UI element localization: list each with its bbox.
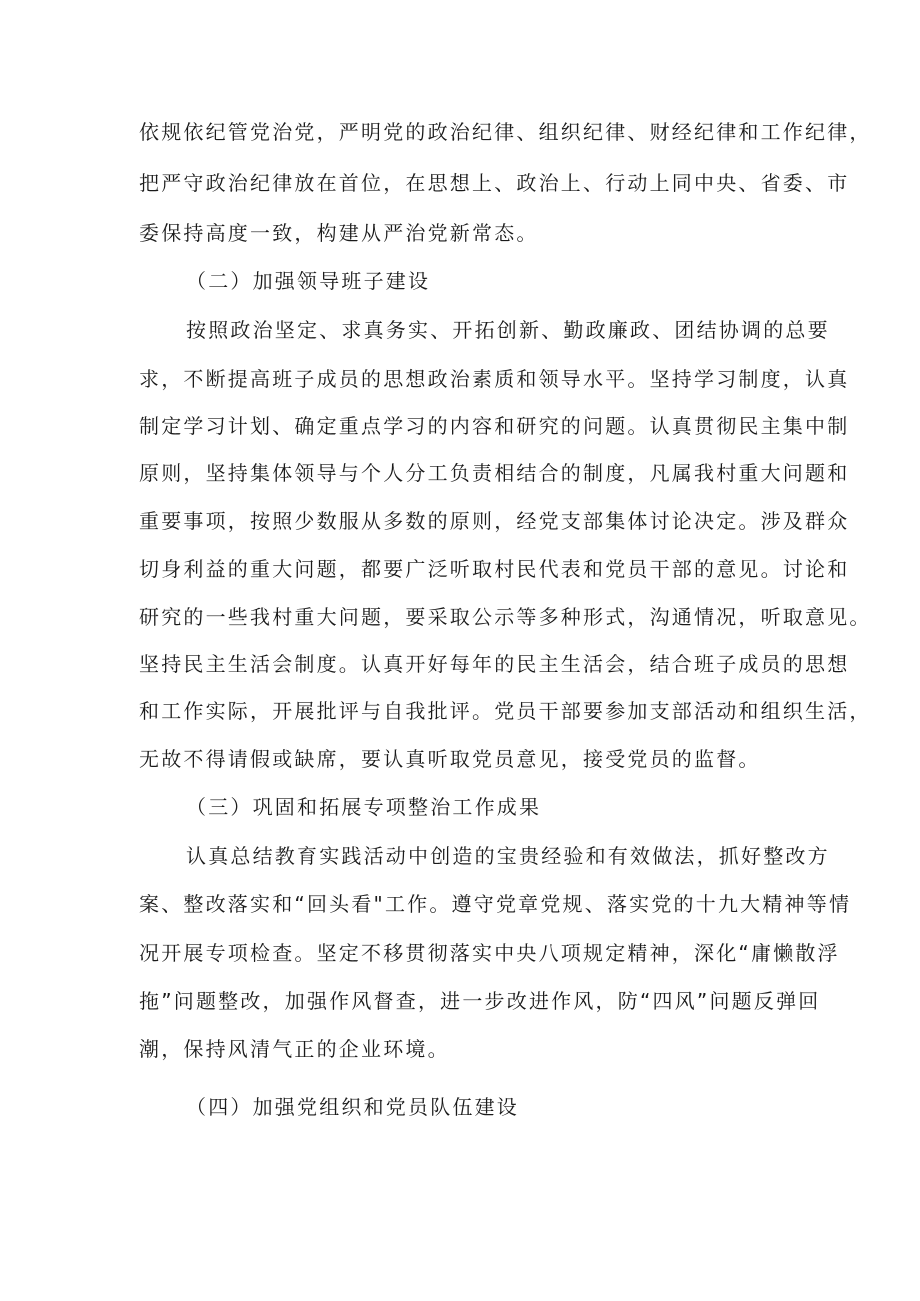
section-heading-3: （三）巩固和拓展专项整治工作成果: [186, 795, 542, 819]
paragraph-line: 和工作实际，开展批评与自我批评。党员干部要参加支部活动和组织生活，: [139, 699, 872, 723]
paragraph-line: 案、整改落实和“回头看"工作。遵守党章党规、落实党的十九大精神等情: [139, 892, 852, 916]
paragraph-line: 坚持民主生活会制度。认真开好每年的民主生活会，结合班子成员的思想: [139, 652, 850, 676]
paragraph-line: 按照政治坚定、求真务实、开拓创新、勤政廉政、团结协调的总要: [186, 318, 830, 342]
paragraph-line: 认真总结教育实践活动中创造的宝贵经验和有效做法，抓好整改方: [186, 844, 830, 868]
paragraph-line: 重要事项，按照少数服从多数的原则，经党支部集体讨论决定。涉及群众: [139, 509, 850, 533]
paragraph-line: 况开展专项检查。坚定不移贯彻落实中央八项规定精神，深化“庸懒散浮: [139, 941, 840, 965]
paragraph-line: 原则，坚持集体领导与个人分工负责相结合的制度，凡属我村重大问题和: [139, 461, 850, 485]
paragraph-line: 潮，保持风清气正的企业环境。: [139, 1037, 450, 1061]
paragraph-line: 求，不断提高班子成员的思想政治素质和领导水平。坚持学习制度，认真: [139, 367, 850, 391]
section-heading-4: （四）加强党组织和党员队伍建设: [186, 1095, 519, 1119]
paragraph-line: 把严守政治纪律放在首位，在思想上、政治上、行动上同中央、省委、市: [139, 171, 850, 195]
paragraph-line: 无故不得请假或缺席，要认真听取党员意见，接受党员的监督。: [139, 747, 761, 771]
paragraph-line: 制定学习计划、确定重点学习的内容和研究的问题。认真贯彻民主集中制: [139, 414, 850, 438]
paragraph-line: 研究的一些我村重大问题，要采取公示等多种形式，沟通情况，听取意见。: [139, 605, 872, 629]
paragraph-line: 拖”问题整改，加强作风督查，进一步改进作风，防“四风”问题反弹回: [139, 989, 821, 1013]
paragraph-line: 委保持高度一致，构建从严治党新常态。: [139, 221, 539, 245]
paragraph-line: 依规依纪管党治党，严明党的政治纪律、组织纪律、财经纪律和工作纪律，: [139, 120, 872, 144]
paragraph-line: 切身利益的重大问题，都要广泛听取村民代表和党员干部的意见。讨论和: [139, 557, 850, 581]
section-heading-2: （二）加强领导班子建设: [186, 269, 431, 293]
